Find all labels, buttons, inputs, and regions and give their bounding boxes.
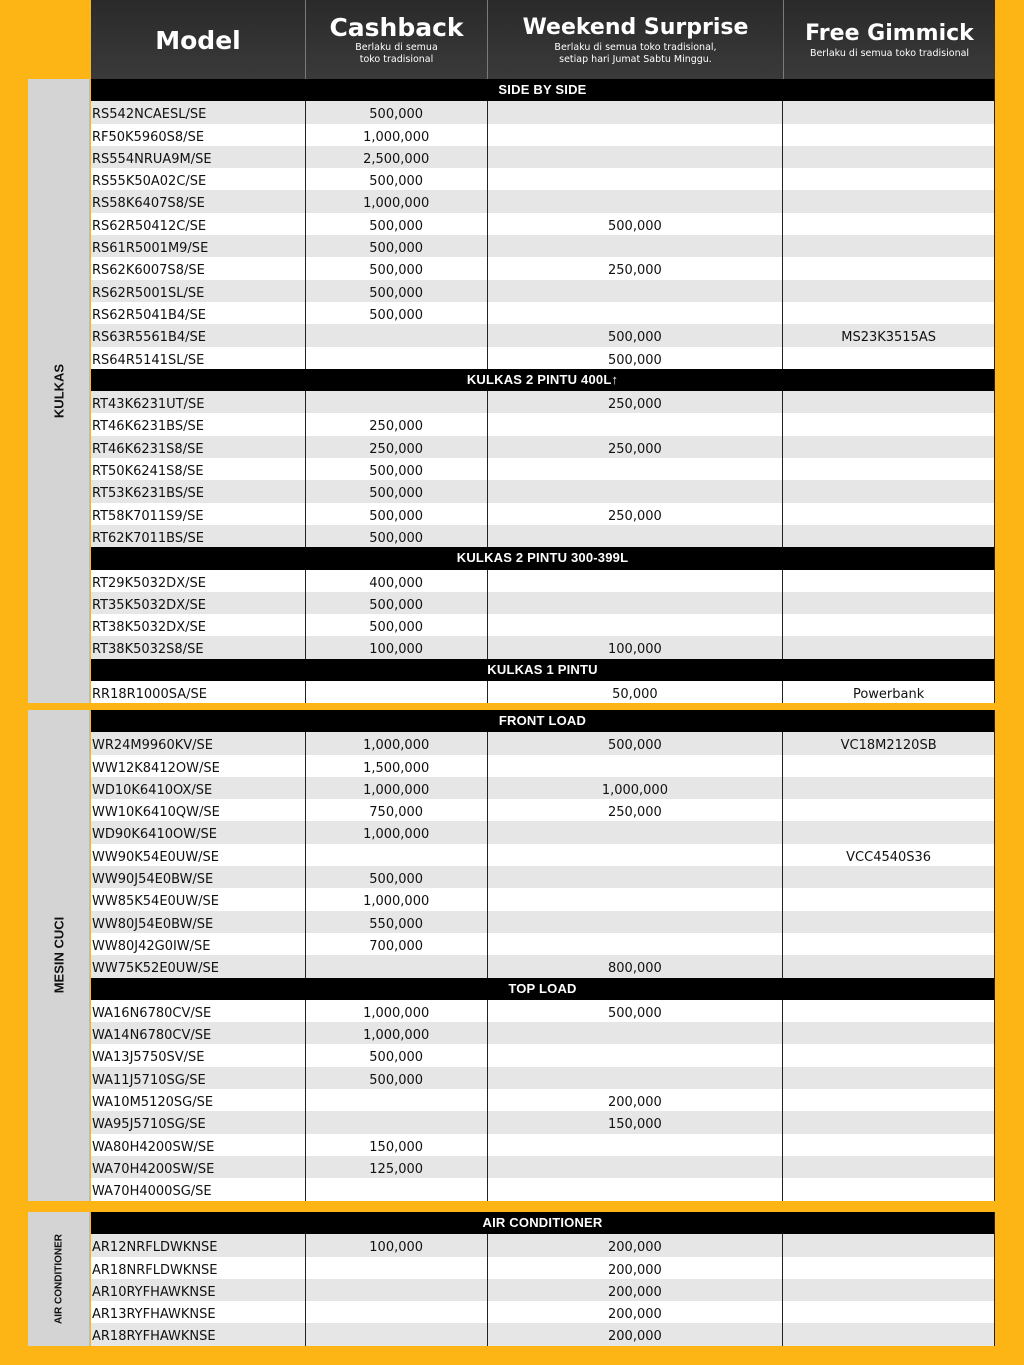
model-cell: RT62K7011BS/SE <box>91 525 306 547</box>
model-cell: RR18R1000SA/SE <box>91 681 306 703</box>
table-row <box>91 324 994 346</box>
free-gimmick-cell <box>783 302 994 324</box>
free-gimmick-cell <box>783 1279 994 1301</box>
model-cell: RS62R5001SL/SE <box>91 280 306 302</box>
cashback-cell: 1,000,000 <box>306 888 488 910</box>
cashback-cell: 500,000 <box>306 101 488 123</box>
table-row <box>91 570 994 592</box>
weekend-surprise-cell: 500,000 <box>488 347 784 369</box>
model-cell: WA10M5120SG/SE <box>91 1089 306 1111</box>
cashback-cell <box>306 1257 488 1279</box>
table-row <box>91 391 994 413</box>
model-cell: RS62R50412C/SE <box>91 213 306 235</box>
cashback-cell: 1,000,000 <box>306 777 488 799</box>
cashback-cell <box>306 347 488 369</box>
model-cell: WA95J5710SG/SE <box>91 1111 306 1133</box>
weekend-surprise-cell: 200,000 <box>488 1323 784 1345</box>
weekend-surprise-cell <box>488 1067 784 1089</box>
table-row <box>91 146 994 168</box>
category-label-text: KULKAS <box>51 364 66 419</box>
free-gimmick-cell <box>783 1111 994 1133</box>
weekend-surprise-cell: 500,000 <box>488 732 784 754</box>
free-gimmick-cell <box>783 1134 994 1156</box>
cashback-cell: 500,000 <box>306 168 488 190</box>
table-row <box>91 1279 994 1301</box>
cashback-cell <box>306 681 488 703</box>
model-cell: WW10K6410QW/SE <box>91 799 306 821</box>
cashback-cell <box>306 324 488 346</box>
free-gimmick-cell <box>783 146 994 168</box>
cashback-cell: 100,000 <box>306 636 488 658</box>
table-row <box>91 1111 994 1133</box>
weekend-surprise-cell: 250,000 <box>488 257 784 279</box>
cashback-cell: 1,000,000 <box>306 190 488 212</box>
free-gimmick-cell <box>783 755 994 777</box>
weekend-surprise-cell: 150,000 <box>488 1111 784 1133</box>
category-block <box>28 79 995 703</box>
cashback-cell <box>306 1279 488 1301</box>
free-gimmick-cell <box>783 190 994 212</box>
header-gimmick-subtitle: Berlaku di semua toko tradisional <box>809 48 970 59</box>
table-row <box>91 458 994 480</box>
weekend-surprise-cell <box>488 1134 784 1156</box>
free-gimmick-cell <box>783 235 994 257</box>
free-gimmick-cell <box>783 614 994 636</box>
cashback-cell <box>306 955 488 977</box>
weekend-surprise-cell: 250,000 <box>488 799 784 821</box>
weekend-surprise-cell: 1,000,000 <box>488 777 784 799</box>
weekend-surprise-cell <box>488 525 784 547</box>
table-row <box>91 681 994 703</box>
category-label-text: AIR CONDITIONER <box>53 1233 64 1324</box>
cashback-cell: 500,000 <box>306 866 488 888</box>
model-cell: RT46K6231BS/SE <box>91 413 306 435</box>
cashback-cell: 500,000 <box>306 503 488 525</box>
free-gimmick-cell <box>783 168 994 190</box>
free-gimmick-cell <box>783 413 994 435</box>
free-gimmick-cell <box>783 1323 994 1345</box>
cashback-cell <box>306 844 488 866</box>
model-cell: RS58K6407S8/SE <box>91 190 306 212</box>
section-header: TOP LOAD <box>91 978 994 1000</box>
header-weekend <box>488 0 784 80</box>
model-cell: WA13J5750SV/SE <box>91 1044 306 1066</box>
table-row <box>91 168 994 190</box>
model-cell: AR18RYFHAWKNSE <box>91 1323 306 1345</box>
weekend-surprise-cell <box>488 1178 784 1200</box>
free-gimmick-cell <box>783 1178 994 1200</box>
cashback-cell: 500,000 <box>306 213 488 235</box>
header-gimmick <box>784 0 995 80</box>
model-cell: WA16N6780CV/SE <box>91 1000 306 1022</box>
free-gimmick-cell <box>783 1257 994 1279</box>
header-cashback-subtitle: Berlaku di semua toko tradisional <box>355 42 438 65</box>
table-row <box>91 614 994 636</box>
free-gimmick-cell <box>783 1022 994 1044</box>
weekend-surprise-cell <box>488 1044 784 1066</box>
free-gimmick-cell <box>783 503 994 525</box>
free-gimmick-cell <box>783 955 994 977</box>
model-cell: RS554NRUA9M/SE <box>91 146 306 168</box>
weekend-surprise-cell: 50,000 <box>488 681 784 703</box>
table-row <box>91 1022 994 1044</box>
cashback-cell <box>306 1089 488 1111</box>
table-row <box>91 480 994 502</box>
weekend-surprise-cell: 250,000 <box>488 436 784 458</box>
cashback-cell: 1,000,000 <box>306 1022 488 1044</box>
header-model <box>91 0 306 80</box>
model-cell: RS62R5041B4/SE <box>91 302 306 324</box>
weekend-surprise-cell <box>488 235 784 257</box>
weekend-surprise-cell <box>488 190 784 212</box>
table-row <box>91 1067 994 1089</box>
table-row <box>91 1156 994 1178</box>
section-header: FRONT LOAD <box>91 710 994 732</box>
cashback-cell: 500,000 <box>306 1067 488 1089</box>
model-cell: AR12NRFLDWKNSE <box>91 1234 306 1256</box>
model-cell: WW85K54E0UW/SE <box>91 888 306 910</box>
header-gimmick-title: Free Gimmick <box>805 21 974 46</box>
cashback-cell <box>306 1301 488 1323</box>
category-label-text: MESIN CUCI <box>51 917 66 994</box>
table-row <box>91 866 994 888</box>
table-row <box>91 302 994 324</box>
free-gimmick-cell: Powerbank <box>852 687 925 703</box>
free-gimmick-cell <box>783 636 994 658</box>
category-table <box>91 79 995 703</box>
table-row <box>91 888 994 910</box>
table-row <box>91 101 994 123</box>
cashback-cell: 2,500,000 <box>306 146 488 168</box>
cashback-cell <box>306 1323 488 1345</box>
table-row <box>91 777 994 799</box>
model-cell: RT38K5032DX/SE <box>91 614 306 636</box>
weekend-surprise-cell <box>488 933 784 955</box>
table-row <box>91 755 994 777</box>
free-gimmick-cell <box>783 1000 994 1022</box>
free-gimmick-cell <box>783 1156 994 1178</box>
cashback-cell: 100,000 <box>306 1234 488 1256</box>
cashback-cell: 500,000 <box>306 302 488 324</box>
table-row <box>91 124 994 146</box>
cashback-cell: 500,000 <box>306 458 488 480</box>
cashback-cell: 1,000,000 <box>306 821 488 843</box>
cashback-cell: 500,000 <box>306 525 488 547</box>
model-cell: WW12K8412OW/SE <box>91 755 306 777</box>
cashback-cell: 1,000,000 <box>306 124 488 146</box>
model-cell: RT58K7011S9/SE <box>91 503 306 525</box>
free-gimmick-cell <box>783 257 994 279</box>
model-cell: RT29K5032DX/SE <box>91 570 306 592</box>
category-table <box>91 1212 995 1346</box>
free-gimmick-cell <box>783 1044 994 1066</box>
model-cell: WA80H4200SW/SE <box>91 1134 306 1156</box>
table-row <box>91 933 994 955</box>
table-row <box>91 525 994 547</box>
section-header: KULKAS 2 PINTU 300-399L <box>91 547 994 569</box>
cashback-cell: 250,000 <box>306 413 488 435</box>
cashback-cell <box>306 1178 488 1200</box>
free-gimmick-cell <box>783 799 994 821</box>
model-cell: WW80J42G0IW/SE <box>91 933 306 955</box>
table-row <box>91 1134 994 1156</box>
free-gimmick-cell <box>783 436 994 458</box>
table-row <box>91 503 994 525</box>
cashback-cell: 1,000,000 <box>306 1000 488 1022</box>
free-gimmick-cell: VCC4540S36 <box>846 849 932 865</box>
model-cell: WA14N6780CV/SE <box>91 1022 306 1044</box>
weekend-surprise-cell: 800,000 <box>488 955 784 977</box>
model-cell: AR13RYFHAWKNSE <box>91 1301 306 1323</box>
table-row <box>91 821 994 843</box>
weekend-surprise-cell: 500,000 <box>488 213 784 235</box>
model-cell: RS62K6007S8/SE <box>91 257 306 279</box>
category-label <box>28 79 90 703</box>
free-gimmick-cell <box>783 391 994 413</box>
free-gimmick-cell <box>783 124 994 146</box>
category-label <box>28 1212 90 1346</box>
model-cell: RT43K6231UT/SE <box>91 391 306 413</box>
table-row <box>91 1234 994 1256</box>
model-cell: AR10RYFHAWKNSE <box>91 1279 306 1301</box>
table-row <box>91 911 994 933</box>
table-row <box>91 844 994 866</box>
table-row <box>91 799 994 821</box>
table-row <box>91 636 994 658</box>
model-cell: RT38K5032S8/SE <box>91 636 306 658</box>
table-row <box>91 1257 994 1279</box>
table-row <box>91 213 994 235</box>
weekend-surprise-cell <box>488 888 784 910</box>
cashback-cell: 500,000 <box>306 235 488 257</box>
model-cell: RS61R5001M9/SE <box>91 235 306 257</box>
weekend-surprise-cell <box>488 821 784 843</box>
category-table <box>91 710 995 1201</box>
table-header <box>91 0 995 80</box>
cashback-cell: 550,000 <box>306 911 488 933</box>
weekend-surprise-cell <box>488 413 784 435</box>
weekend-surprise-cell: 200,000 <box>488 1089 784 1111</box>
cashback-cell: 750,000 <box>306 799 488 821</box>
cashback-cell: 500,000 <box>306 592 488 614</box>
model-cell: RT35K5032DX/SE <box>91 592 306 614</box>
model-cell: WR24M9960KV/SE <box>91 732 306 754</box>
table-row <box>91 592 994 614</box>
weekend-surprise-cell: 250,000 <box>488 503 784 525</box>
table-row <box>91 413 994 435</box>
model-cell: RS55K50A02C/SE <box>91 168 306 190</box>
table-row <box>91 1089 994 1111</box>
section-header: SIDE BY SIDE <box>91 79 994 101</box>
cashback-cell: 400,000 <box>306 570 488 592</box>
weekend-surprise-cell: 200,000 <box>488 1257 784 1279</box>
cashback-cell <box>306 1111 488 1133</box>
free-gimmick-cell <box>783 458 994 480</box>
model-cell: RS63R5561B4/SE <box>91 324 306 346</box>
free-gimmick-cell: MS23K3515AS <box>841 330 936 346</box>
weekend-surprise-cell <box>488 844 784 866</box>
table-row <box>91 257 994 279</box>
free-gimmick-cell <box>783 213 994 235</box>
cashback-cell: 125,000 <box>306 1156 488 1178</box>
table-row <box>91 732 994 754</box>
model-cell: WD10K6410OX/SE <box>91 777 306 799</box>
cashback-cell: 500,000 <box>306 257 488 279</box>
weekend-surprise-cell <box>488 614 784 636</box>
weekend-surprise-cell: 500,000 <box>488 324 784 346</box>
model-cell: WW90K54E0UW/SE <box>91 844 306 866</box>
weekend-surprise-cell <box>488 280 784 302</box>
table-row <box>91 347 994 369</box>
weekend-surprise-cell <box>488 124 784 146</box>
table-row <box>91 235 994 257</box>
header-cashback-title: Cashback <box>329 13 464 42</box>
free-gimmick-cell <box>783 866 994 888</box>
weekend-surprise-cell <box>488 1156 784 1178</box>
weekend-surprise-cell <box>488 592 784 614</box>
category-block <box>28 710 995 1201</box>
cashback-cell: 150,000 <box>306 1134 488 1156</box>
free-gimmick-cell <box>783 777 994 799</box>
model-cell: WD90K6410OW/SE <box>91 821 306 843</box>
header-cashback <box>306 0 488 80</box>
model-cell: RT50K6241S8/SE <box>91 458 306 480</box>
table-row <box>91 1178 994 1200</box>
weekend-surprise-cell: 250,000 <box>488 391 784 413</box>
free-gimmick-cell <box>783 570 994 592</box>
table-row <box>91 280 994 302</box>
model-cell: RT46K6231S8/SE <box>91 436 306 458</box>
free-gimmick-cell <box>783 101 994 123</box>
weekend-surprise-cell <box>488 146 784 168</box>
cashback-cell: 1,000,000 <box>306 732 488 754</box>
free-gimmick-cell <box>783 1234 994 1256</box>
model-cell: WA70H4200SW/SE <box>91 1156 306 1178</box>
cashback-cell: 500,000 <box>306 1044 488 1066</box>
weekend-surprise-cell <box>488 570 784 592</box>
free-gimmick-cell <box>783 821 994 843</box>
weekend-surprise-cell: 200,000 <box>488 1234 784 1256</box>
cashback-cell: 500,000 <box>306 614 488 636</box>
model-cell: RS64R5141SL/SE <box>91 347 306 369</box>
model-cell: RS542NCAESL/SE <box>91 101 306 123</box>
model-cell: WW75K52E0UW/SE <box>91 955 306 977</box>
free-gimmick-cell <box>783 911 994 933</box>
weekend-surprise-cell <box>488 168 784 190</box>
model-cell: RF50K5960S8/SE <box>91 124 306 146</box>
table-row <box>91 436 994 458</box>
table-row <box>91 190 994 212</box>
free-gimmick-cell <box>783 933 994 955</box>
weekend-surprise-cell: 500,000 <box>488 1000 784 1022</box>
category-label <box>28 710 90 1201</box>
weekend-surprise-cell <box>488 911 784 933</box>
model-cell: WA70H4000SG/SE <box>91 1178 306 1200</box>
free-gimmick-cell <box>783 525 994 547</box>
weekend-surprise-cell <box>488 302 784 324</box>
table-row <box>91 1044 994 1066</box>
cashback-cell: 500,000 <box>306 480 488 502</box>
cashback-cell: 250,000 <box>306 436 488 458</box>
header-weekend-subtitle: Berlaku di semua toko tradisional, setiap hari Jumat Sabtu Minggu. <box>554 42 717 65</box>
table-row <box>91 1301 994 1323</box>
free-gimmick-cell <box>783 347 994 369</box>
table-row <box>91 1000 994 1022</box>
model-cell: WW90J54E0BW/SE <box>91 866 306 888</box>
free-gimmick-cell <box>783 592 994 614</box>
weekend-surprise-cell: 100,000 <box>488 636 784 658</box>
category-block <box>28 1212 995 1346</box>
table-row <box>91 1323 994 1345</box>
free-gimmick-cell <box>783 1089 994 1111</box>
free-gimmick-cell <box>783 280 994 302</box>
cashback-cell <box>306 391 488 413</box>
header-model-title: Model <box>155 26 241 55</box>
model-cell: RT53K6231BS/SE <box>91 480 306 502</box>
cashback-cell: 500,000 <box>306 280 488 302</box>
section-header: KULKAS 1 PINTU <box>91 659 994 681</box>
weekend-surprise-cell <box>488 458 784 480</box>
free-gimmick-cell <box>783 1067 994 1089</box>
cashback-cell: 1,500,000 <box>306 755 488 777</box>
free-gimmick-cell <box>783 888 994 910</box>
weekend-surprise-cell <box>488 101 784 123</box>
header-weekend-title: Weekend Surprise <box>522 15 749 40</box>
free-gimmick-cell: VC18M2120SB <box>840 738 937 754</box>
cashback-cell: 700,000 <box>306 933 488 955</box>
model-cell: AR18NRFLDWKNSE <box>91 1257 306 1279</box>
model-cell: WA11J5710SG/SE <box>91 1067 306 1089</box>
weekend-surprise-cell: 200,000 <box>488 1301 784 1323</box>
section-header: KULKAS 2 PINTU 400L↑ <box>91 369 994 391</box>
weekend-surprise-cell <box>488 755 784 777</box>
weekend-surprise-cell: 200,000 <box>488 1279 784 1301</box>
model-cell: WW80J54E0BW/SE <box>91 911 306 933</box>
table-row <box>91 955 994 977</box>
weekend-surprise-cell <box>488 866 784 888</box>
free-gimmick-cell <box>783 480 994 502</box>
section-header: AIR CONDITIONER <box>91 1212 994 1234</box>
weekend-surprise-cell <box>488 480 784 502</box>
free-gimmick-cell <box>783 1301 994 1323</box>
weekend-surprise-cell <box>488 1022 784 1044</box>
